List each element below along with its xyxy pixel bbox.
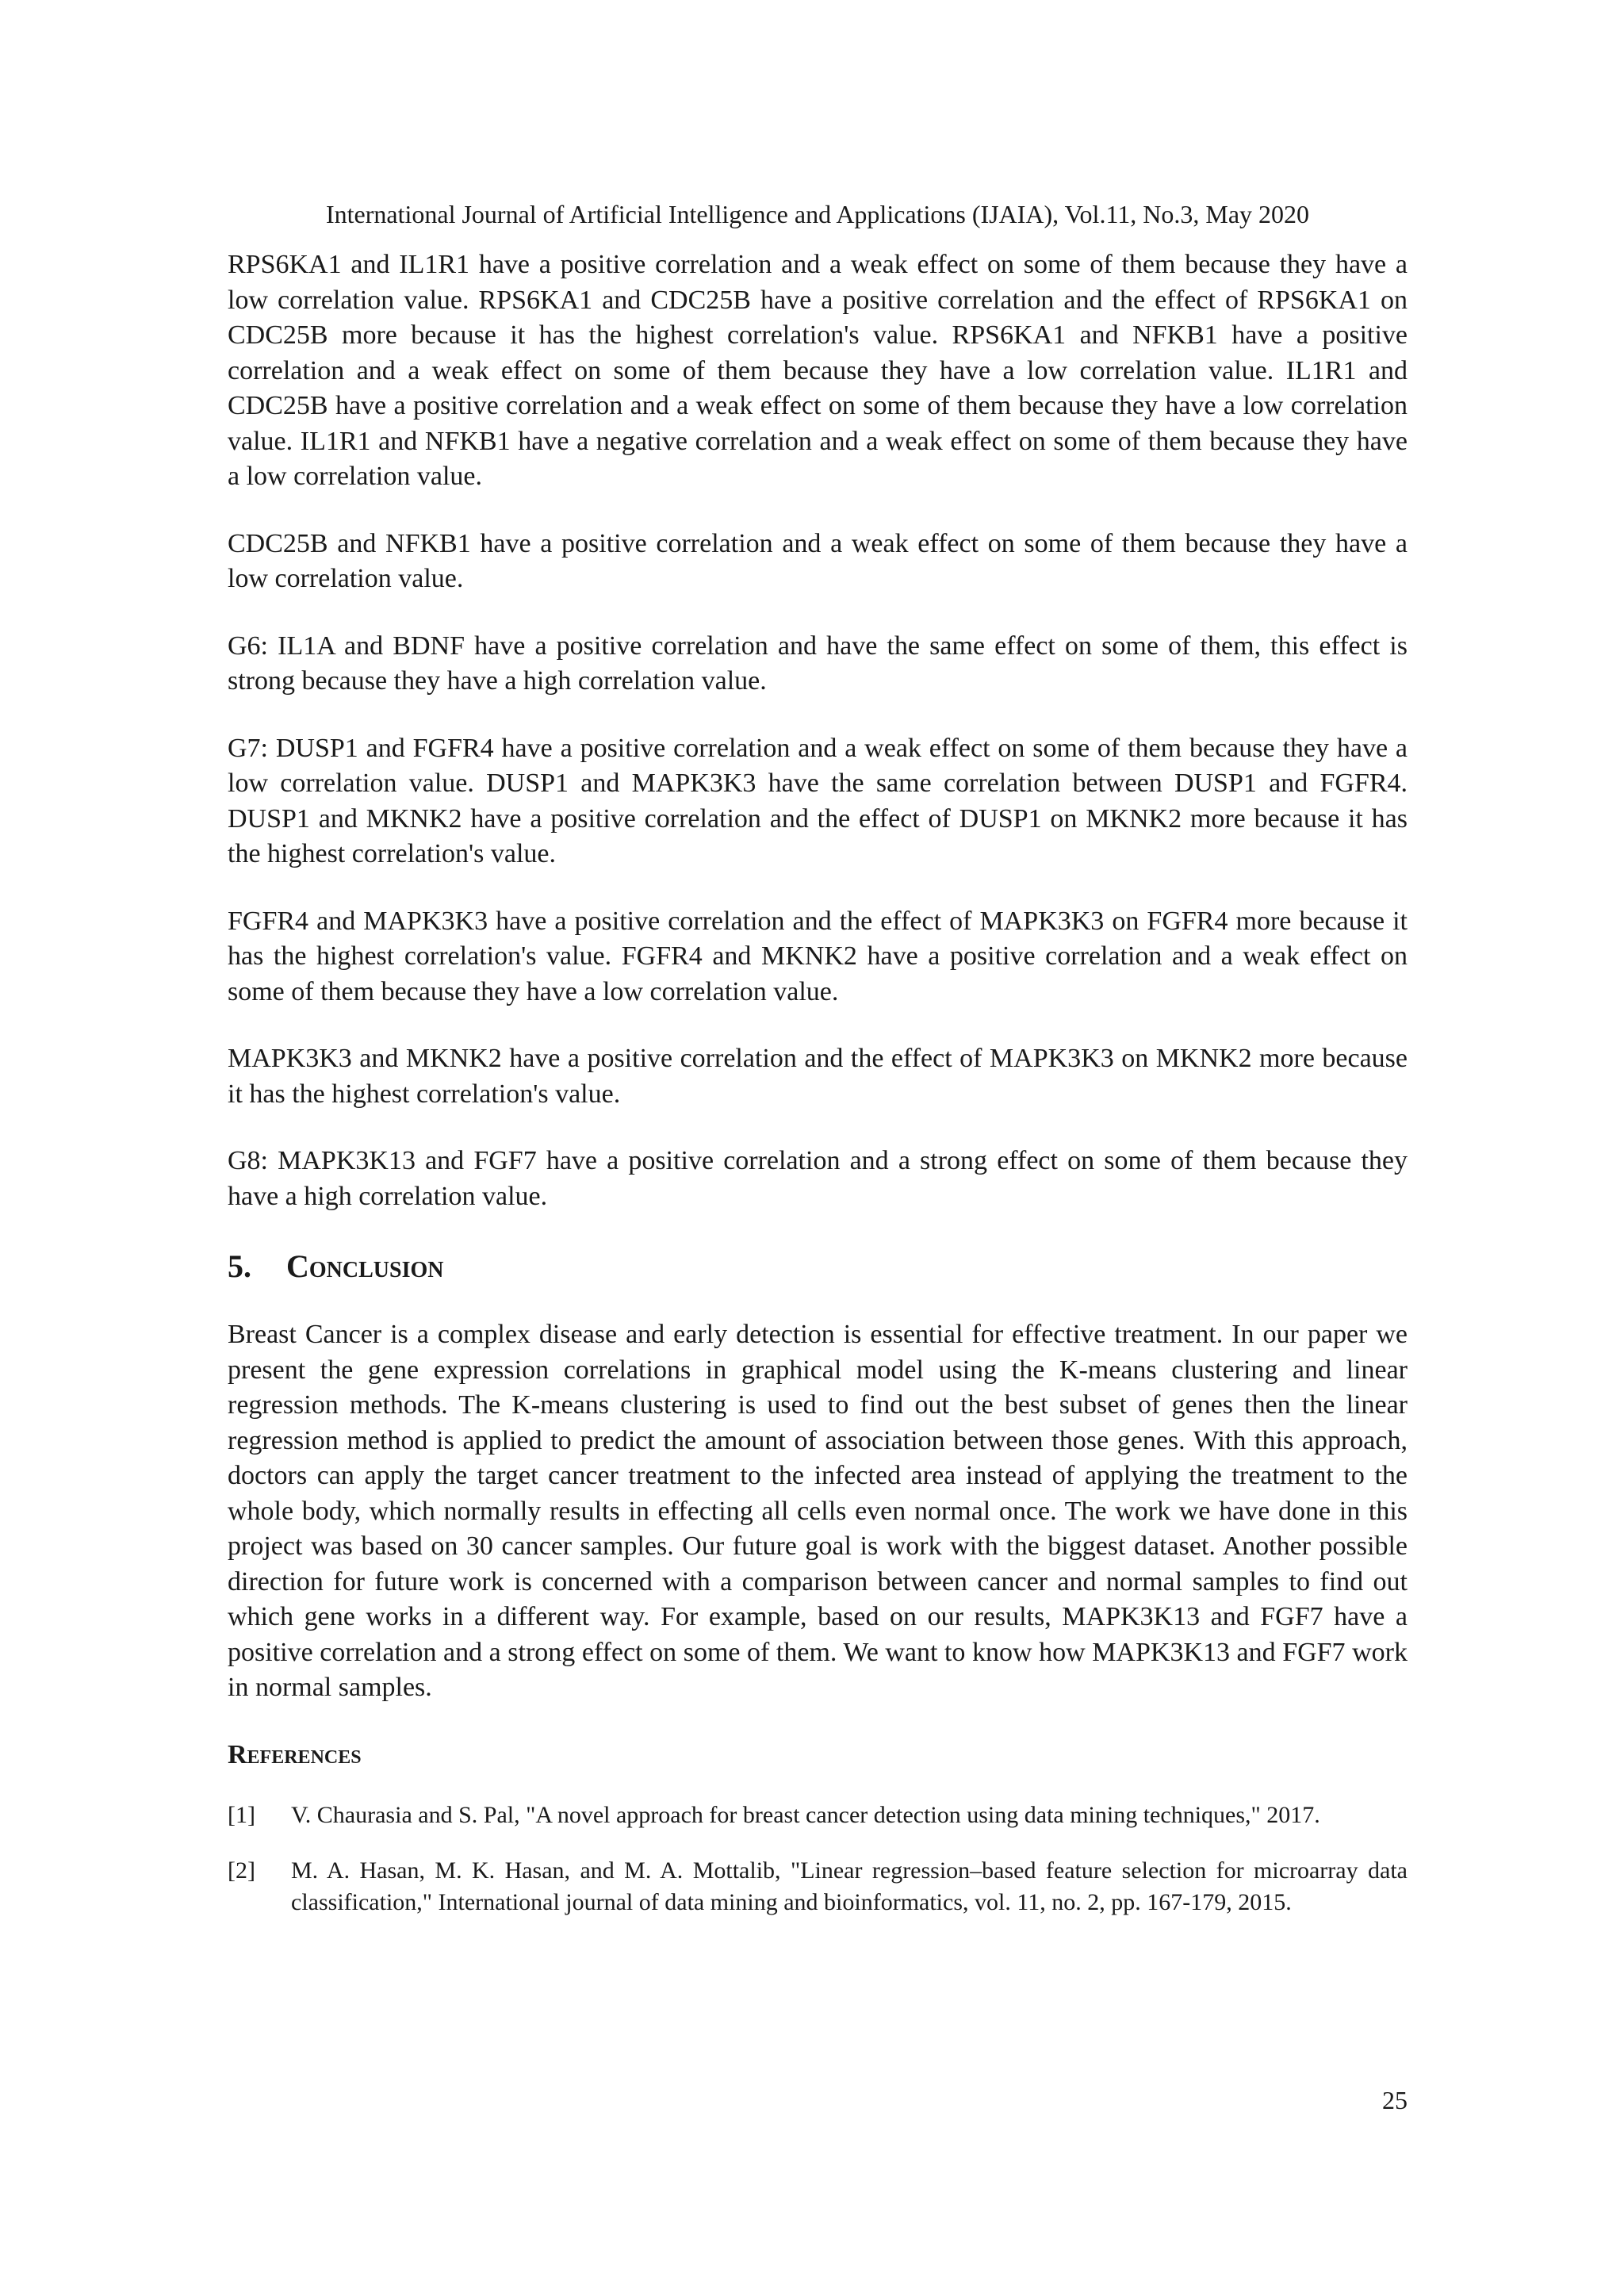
- reference-text: M. A. Hasan, M. K. Hasan, and M. A. Mottalib, "Linear regression–based feature selection for microarray data classification," International journal of data mining and bioinformatics, vol. 11, no. 2, pp. 167-179, 2015.: [291, 1857, 1408, 1915]
- paragraph-cdc25b-nfkb1: CDC25B and NFKB1 have a positive correlation and a weak effect on some of them because they have a low correlation value.: [228, 528, 1408, 593]
- page-number: 25: [1382, 2086, 1408, 2114]
- paragraph-mapk3k3-mknk2: MAPK3K3 and MKNK2 have a positive correlation and the effect of MAPK3K3 on MKNK2 more because it has the highest correlation's value.: [228, 1044, 1408, 1109]
- paragraph-g7: G7: DUSP1 and FGFR4 have a positive correlation and a weak effect on some of them because they have a low correlation value. DUSP1 and MAPK3K3 have the same correlation between DUSP1 and FGFR4. DUSP1 and MKNK2 have a positive correlation and the effect of DUSP1 on MKNK2 more because it has the highest correlation's value.: [228, 733, 1408, 868]
- reference-number: [2]: [228, 1857, 255, 1884]
- paragraph-fgfr4-mapk3k3: FGFR4 and MAPK3K3 have a positive correlation and the effect of MAPK3K3 on FGFR4 more because it has the highest correlation's value. FGFR4 and MKNK2 have a positive correlation and a weak effect on some of them because they have a low correlation value.: [228, 906, 1408, 1006]
- references-list: [228, 1800, 1408, 1918]
- paragraph-conclusion: Breast Cancer is a complex disease and early detection is essential for effective treatment. In our paper we present the gene expression correlations in graphical model using the K-means clustering and linear regression methods. The K-means clustering is used to find out the best subset of genes then the linear regression method is applied to predict the amount of association between those genes. With this approach, doctors can apply the target cancer treatment to the infected area instead of applying the treatment to the whole body, which normally results in effecting all cells even normal once. The work we have done in this project was based on 30 cancer samples. Our future goal is work with the biggest dataset. Another possible direction for future work is concerned with a comparison between cancer and normal samples to find out which gene works in a different way. For example, based on our results, MAPK3K13 and FGF7 have a positive correlation and a strong effect on some of them. We want to know how MAPK3K13 and FGF7 work in normal samples.: [228, 1320, 1408, 1702]
- paragraph-g6: G6: IL1A and BDNF have a positive correlation and have the same effect on some of them, this effect is strong because they have a high correlation value.: [228, 631, 1408, 696]
- paragraph-g8: G8: MAPK3K13 and FGF7 have a positive correlation and a strong effect on some of them because they have a high correlation value.: [228, 1146, 1408, 1211]
- paragraph-rps6ka1-correlations: RPS6KA1 and IL1R1 have a positive correlation and a weak effect on some of them because they have a low correlation value. RPS6KA1 and CDC25B have a positive correlation and the effect of RPS6KA1 on CDC25B more because it has the highest correlation's value. RPS6KA1 and NFKB1 have a positive correlation and a weak effect on some of them because they have a low correlation value. IL1R1 and CDC25B have a positive correlation and a weak effect on some of them because they have a low correlation value. IL1R1 and NFKB1 have a negative correlation and a weak effect on some of them because they have a low correlation value.: [228, 250, 1408, 491]
- reference-text: V. Chaurasia and S. Pal, "A novel approach for breast cancer detection using data mining techniques," 2017.: [291, 1801, 1320, 1828]
- running-header: International Journal of Artificial Intelligence and Applications (IJAIA), Vol.11, No.3, May 2020: [325, 200, 1310, 228]
- reference-item-2: [228, 1855, 1408, 1918]
- section-number: 5.: [228, 1248, 251, 1284]
- reference-item-1: [228, 1800, 1408, 1831]
- section-heading-conclusion: [228, 1246, 1408, 1287]
- body-text: [228, 247, 1408, 1942]
- references-heading: References: [228, 1739, 362, 1769]
- section-title: Conclusion: [286, 1248, 444, 1284]
- reference-number: [1]: [228, 1801, 255, 1828]
